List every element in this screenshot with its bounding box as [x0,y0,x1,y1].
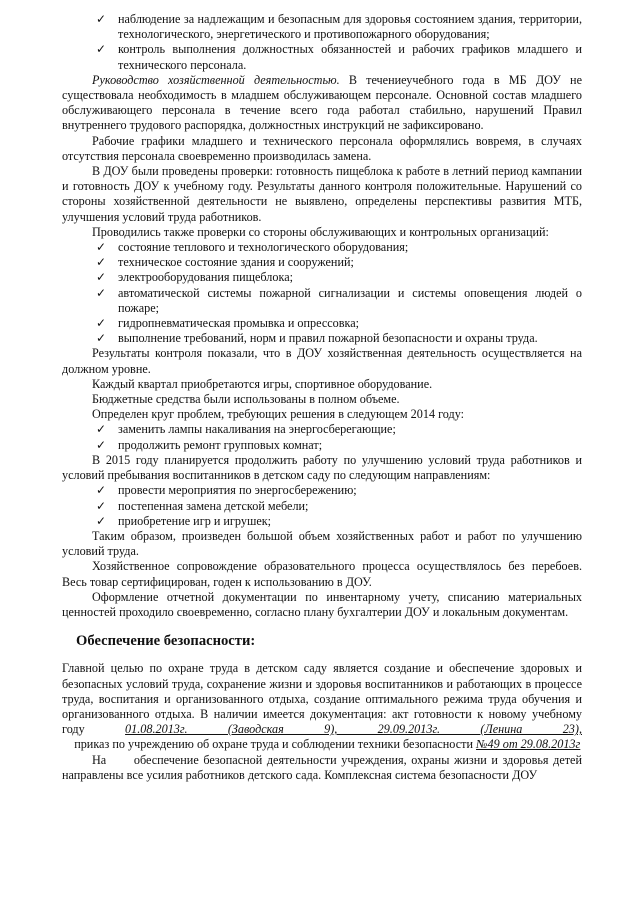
paragraph-safety-system: На обеспечение безопасной деятельности учреждения, охраны жизни и здоровья детей направлены все усилия работников детского сада. Комплексная система безопасности ДОУ [62,752,586,782]
checkmark-icon: ✓ [96,240,107,255]
checkmark-icon: ✓ [96,270,107,285]
paragraph-documentation: Оформление отчетной документации по инвентарному учету, списанию материальных ценностей проходило своевременно, согласно плану бухгалтерии ДОУ и локальным документам. [62,589,582,619]
list-item: ✓ автоматической системы пожарной сигнализации и системы оповещения людей о пожаре; [96,285,582,315]
paragraph-support: Хозяйственное сопровождение образовательного процесса осуществлялось без перебоев. Весь товар сертифицирован, годен к использованию в ДОУ. [62,559,582,589]
inspection-check-list [62,240,582,346]
checkmark-icon: ✓ [96,422,107,437]
checkmark-icon: ✓ [96,285,107,300]
paragraph-inspections: В ДОУ были проведены проверки: готовность пищеблока к работе в летний период кампании и готовность ДОУ к учебному году. Результаты данного контроля положительные. Нарушений со стороны хозяйственной деятельности не выявлено, определены перспективы развития МТБ, улучшения условий труда работников. [62,164,582,224]
list-item: ✓ электрооборудования пищеблока; [96,270,294,285]
list-item: ✓ продолжить ремонт групповых комнат; [96,437,323,452]
paragraph-problems: Определен круг проблем, требующих решения в следующем 2014 году: [92,407,465,422]
paragraph-budget: Бюджетные средства были использованы в полном объеме. [92,392,400,407]
paragraph-games: Каждый квартал приобретаются игры, спортивное оборудование. [92,376,433,391]
paragraph-results: Результаты контроля показали, что в ДОУ хозяйственная деятельность осуществляется на должном уровне. [62,346,582,376]
list-item: ✓ приобретение игр и игрушек; [96,513,272,528]
list-item: ✓ состояние теплового и технологического оборудования; [96,240,409,255]
checkmark-icon: ✓ [96,437,107,452]
list-item: ✓ гидропневматическая промывка и опрессовка; [96,316,360,331]
checkmark-icon: ✓ [96,316,107,331]
checkmark-icon: ✓ [96,331,107,346]
problems-list [62,422,582,452]
list-item: ✓ постепенная замена детской мебели; [96,498,309,513]
list-item: ✓ наблюдение за надлежащим и безопасным для здоровья состоянием здания, территории, технологического, энергетического и противопожарного оборудования; [96,12,582,42]
plans-list [62,483,582,529]
checkmark-icon: ✓ [96,12,107,26]
paragraph-conclusion: Таким образом, произведен большой объем хозяйственных работ и работ по улучшению условий труда. [62,528,582,559]
readiness-act-dates: 01.08.2013г. (Заводская 9), 29.09.2013г. (Ленина 23), [125,722,582,737]
list-item: ✓ выполнение требований, норм и правил пожарной безопасности и охраны труда. [96,331,538,346]
supervision-list [62,12,582,73]
checkmark-icon: ✓ [96,513,107,528]
list-item: ✓ техническое состояние здания и сооружений; [96,255,354,270]
paragraph-schedules: Рабочие графики младшего и технического персонала оформлялись вовремя, в случаях отсутствия персонала своевременно производилась замена. [62,133,582,163]
document-content [62,12,586,783]
paragraph-plans-2015: В 2015 году планируется продолжить работу по улучшению условий труда работников и условий пребывания воспитанников в детском саду по следующим направлениям: [62,452,582,483]
checkmark-icon: ✓ [96,42,107,57]
paragraph-labor-safety: Главной целью по охране труда в детском саду является создание и обеспечение здоровых и безопасных условий труда, сохранение жизни и здоровья воспитанников и работающих в процессе труда, воспитания и организованного отдыха, создание оптимального режима труда обучения и организованного отдыха. В наличии имеется документация: акт готовности к новому учебному году 01.08.2013г. (Заводская 9), 29.09.2013г. (Ленина 23), приказ по учреждению об охране труда и соблюдении техники безопасности №49 от 29.08.2013г [62,661,582,752]
list-item: ✓ контроль выполнения должностных обязанностей и рабочих графиков младшего и технического персонала. [96,42,582,72]
checkmark-icon: ✓ [96,498,107,513]
checkmark-icon: ✓ [96,483,107,498]
order-number: №49 от 29.08.2013г [476,737,581,752]
section-heading-safety: Обеспечение безопасности: [76,633,256,650]
paragraph-management: Руководство хозяйственной деятельностью. В течениеучебного года в МБ ДОУ не существовала необходимость в младшем обслуживающем персонале. Основной состав младшего обслуживающего персонала в течение всего года работал стабильно, нарушений Правил внутреннего трудового распорядка, должностных инструкций не зафиксировано. [62,72,582,133]
checkmark-icon: ✓ [96,255,107,270]
list-item: ✓ заменить лампы накаливания на энергосберегающие; [96,422,396,437]
list-item: ✓ провести мероприятия по энергосбережению; [96,483,357,498]
paragraph-external-inspections: Проводились также проверки со стороны обслуживающих и контрольных организаций: [92,224,549,239]
